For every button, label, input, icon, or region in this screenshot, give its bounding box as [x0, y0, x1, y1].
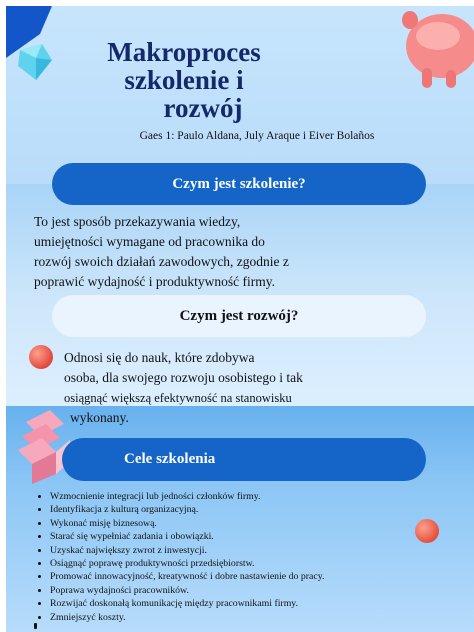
list-item: • Uzyskać największy zwrot z inwestycji.: [50, 544, 324, 557]
goals-list: [28, 490, 324, 624]
infographic-page: [6, 6, 474, 632]
list-item: • Wzmocnienie integracji lub jedności członków firmy.: [50, 490, 324, 503]
gem-icon: [6, 6, 76, 86]
authors-line: Gaes 1: Paulo Aldana, July Araque i Eiver Bolaños: [139, 130, 375, 142]
page-title: Makroproces szkolenie i rozwój: [107, 37, 261, 123]
list-item: • Osiągnąć poprawę produktywności przedsiębiorstw.: [50, 557, 324, 570]
list-item: • Wykonać misję biznesową.: [50, 517, 324, 530]
training-definition: To jest sposób przekazywania wiedzy, umiejętności wymagane od pracownika do rozwój swoich działań zawodowych, zgodnie z poprawić wydajność i produktywność firmy.: [34, 214, 289, 289]
section-heading-training: Czym jest szkolenie?: [52, 163, 426, 205]
stray-mark: [34, 623, 37, 629]
list-item: • Starać się wypełniać zadania i obowiązki.: [50, 530, 324, 543]
section-heading-development: Czym jest rozwój?: [52, 295, 426, 337]
list-item: • Poprawa wydajności pracowników.: [50, 584, 324, 597]
sphere-icon: [28, 344, 54, 370]
list-item: • Identyfikacja z kulturą organizacyjną.: [50, 503, 324, 516]
piggy-bank-icon: [398, 6, 474, 98]
development-definition: Odnosi się do nauk, które zdobywa osoba, dla swojego rozwoju osobistego i tak osiągnąć większą efektywność na stanowisku wykonany.: [64, 350, 303, 425]
list-item: • Promować innowacyjność, kreatywność i dobre nastawienie do pracy.: [50, 570, 324, 583]
sphere-icon: [414, 518, 440, 544]
section-heading-goals: Cele szkolenia: [62, 438, 426, 481]
list-item: • Rozwijać doskonałą komunikację między pracownikami firmy.: [50, 597, 324, 610]
list-item: • Zmniejszyć koszty.: [50, 611, 324, 624]
